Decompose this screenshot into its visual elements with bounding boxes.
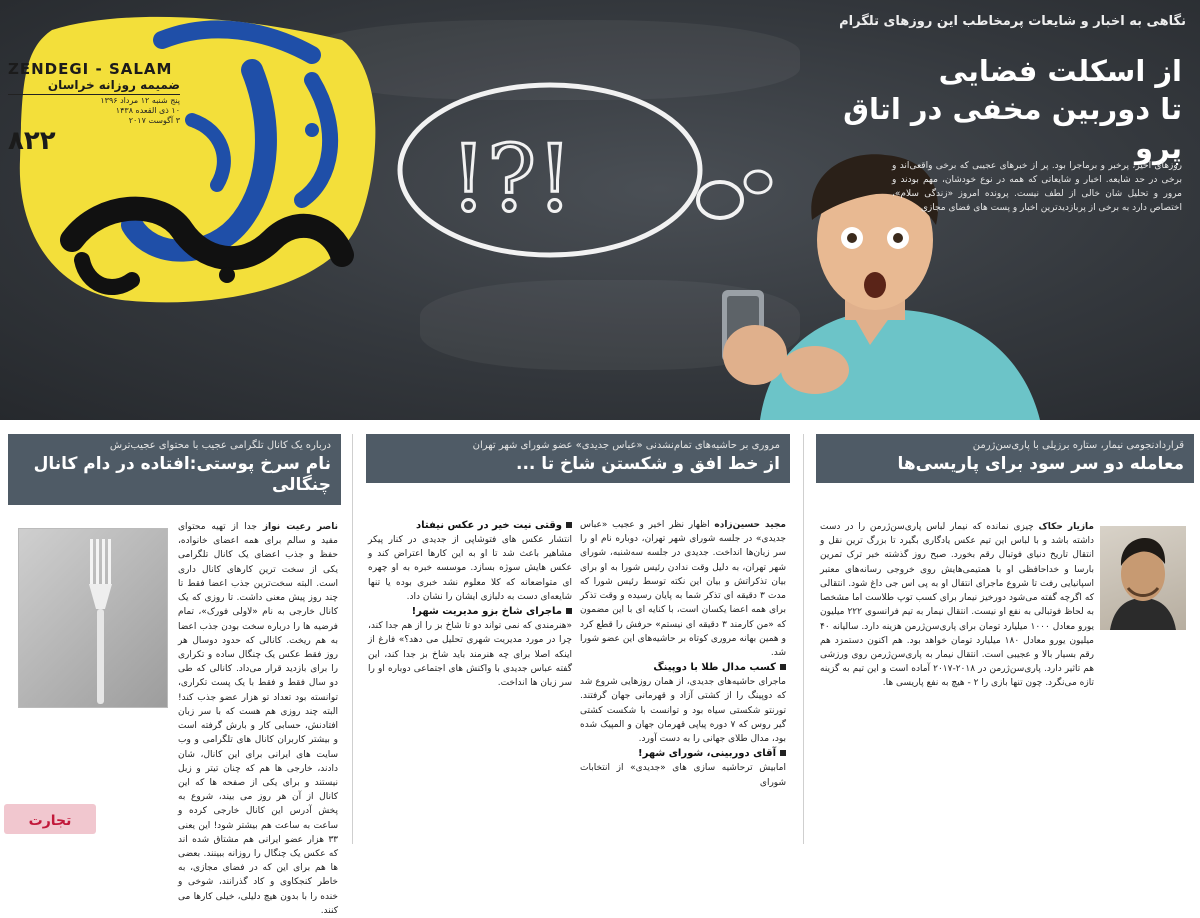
bullet-icon (780, 664, 786, 670)
article-paragraph: اظهار نظر اخیر و عجیب «عباس جدیدی» در جلسه شورای شهر تهران، دوباره نام او را سر زبان‌ها انداخت. جدیدی در جلسه سه‌شنبه، شورای شهر تهران، به دلیل وقت ندادن رئیس شورا به او برای بیان تذکراتش و بیان این نکته توسط رئیس شورا که مدت ۳ دقیقه ای تذکر شما به پایان رسیده و وقت تذکر برای همه اعضا یکسان است، با کنایه ای با این مضمون که «من کارمند ۳ دقیقه ای نیستم» حرفش را قطع کرد و همین بهانه مروری کوتاه بر حاشیه‌های این عضو شورا شد. (580, 520, 786, 658)
masthead-subtitle: ضمیمه روزانه خراسان (8, 78, 180, 95)
articles-area (0, 434, 1200, 916)
article-header (366, 434, 790, 483)
column-divider (352, 434, 353, 844)
article-title: نام سرخ پوستی:افتاده در دام کانال چنگالی (33, 454, 331, 496)
article-subhead: وقتی نیت خیر در عکس نیفتاد (368, 520, 572, 531)
article-body (178, 520, 338, 916)
article-column-right (580, 518, 786, 840)
article-paragraph: ماجرای حاشیه‌های جدیدی، از همان روزهایی شروع شد که دوپینگ را از کشتی آزاد و قهرمانی جهان گرفتند. تورنتو شکستی سیاه بود و توانست با شکست کشتی گیر روس که ۷ دوره پیاپی قهرمان جهان و المپیک شده بود، مدال طلای جهانی را به دست آورد. (580, 677, 786, 745)
article-header (816, 434, 1194, 483)
hero-lead: روزهای اخیر، پرخبر و برماجرا بود. پر از خبرهای عجیبی که برخی واقعی‌اند و برخی در حد شایعه. اخبار و شایعاتی که همه در نوع خودشان، مهم بودند و مرور و تحلیل شان خالی از لطف نیست. پرونده امروز «زندگی سلام»، اختصاص دارد به برخی از پربازدیدترین اخبار و پست های فضای مجازی (892, 161, 1182, 213)
hero-kicker: نگاهی به اخبار و شایعات پرمخاطب این روزهای تلگرام (839, 14, 1186, 29)
hero-headline (802, 52, 1182, 167)
article-byline: مازیار حکاک (1038, 522, 1094, 532)
hero-headline-line-2: تا دوربین مخفی در اتاق پرو (843, 92, 1182, 165)
article-byline: ناصر رعیت نواز (262, 522, 338, 532)
bullet-icon (566, 608, 572, 614)
article-byline: مجید حسین‌زاده (714, 520, 786, 530)
fork-icon (19, 529, 169, 709)
article-telegram-fork (8, 434, 341, 916)
article-paragraph: «هنرمندی که نمی تواند دو تا شاخ بز را از هم جدا کند، چرا در مورد مدیریت شهری تحلیل می دهد؟» فارغ از اینکه اصلا برای چه هنرمند باید شاخ بز جدا کند، این گفته عباس جدیدی با واکنش های اجتماعی دوباره او را سر زبان ها انداخت. (368, 621, 572, 688)
hero-banner (0, 0, 1200, 420)
article-subhead: کسب مدال طلا با دوپینگ (580, 662, 786, 673)
article-subhead: ماجرای شاخ بزو مدیریت شهر! (368, 606, 572, 617)
issue-number: ۸۲۲ (8, 126, 56, 156)
svg-text:!?!: !?! (450, 125, 574, 232)
article-title: معامله دو سر سود برای پاریسی‌ها (897, 454, 1184, 474)
masthead-date-gregorian: ۳ آگوست ۲۰۱۷ (128, 116, 180, 125)
article-text: جدا از تهیه محتوای مفید و سالم برای همه اعضای خانواده، حفظ و جذب اعضای یک کانال تلگرامی یکی از سخت ترین کارهای کانال داری است. البته سخت‌ترین جذب اعضا فقط تا چند روز پیش معنی داشت. تا روزی که یک کانال خارجی به نام «لاولی فورک»، تمام فرضیه ها را درباره سخت بودن جذب اعضا به هم ریخت. کانالی که حدود دوسال هر روز فقط عکس یک چنگال ساده و تکراری را برای بازدید قرار می‌داد. کانالی که طی دو سال فقط و فقط با یک پست تکراری، توانسته بود تعداد تو هزار عضو جذب کند! البته چند روزی هم هست که با سر زبان افتادنش، حسابی کار و بارش گرفته است و بیشتر کاربران کانال های تلگرامی و وب سایت های ایرانی برای این کانال، شان دادند، خارجی ها هم که چنان تیتر و زبل نیستند و برای یکی از صفحه ها که این کانال از آن هر روز می بیند، شروع به پخش آدرس این کانال خارجی کرده و ساعت به ساعت هم بیشتر شود! این یعنی ۳۳ هزار عضو ایرانی هم مشتاق شده اند که عکس یک چنگال را روزانه ببینند. بعضی ها هم برای این که در فضای مجازی، به خاطر کنجکاوی و کاد گذرانند، شوخی و خنده را با بدون هیچ دلیلی، خیلی کارها می کنند. (178, 522, 338, 916)
source-logo (4, 804, 96, 834)
article-neymar (816, 434, 1194, 844)
masthead-logo (12, 10, 382, 310)
fork-photo (18, 528, 168, 708)
article-title: از خط افق و شکستن شاخ تا ... (516, 454, 780, 474)
source-logo-text: تجارت (28, 813, 72, 829)
article-kicker: مروری بر حاشیه‌های تمام‌نشدنی «عباس جدیدی» عضو شورای شهر تهران (472, 440, 780, 451)
article-body (820, 520, 1094, 840)
article-header (8, 434, 341, 505)
article-abbas-jadidi (366, 434, 790, 844)
masthead-date-hijri: ۱۰ ذی القعده ۱۴۳۸ (115, 106, 180, 115)
bullet-icon (566, 522, 572, 528)
hero-headline-line-1: از اسکلت فضایی (938, 54, 1182, 88)
article-subhead: آقای دوربینی، شورای شهر! (580, 748, 786, 759)
article-text (580, 518, 786, 660)
masthead-date: پنج شنبه ۱۲ مرداد ۱۳۹۶ (100, 96, 180, 105)
article-column-left (368, 518, 572, 840)
article-paragraph: امابیش ترحاشیه سازی های «جدیدی» از انتخابات شورای (580, 763, 786, 788)
masthead-title-en: ZENDEGI - SALAM (8, 60, 173, 78)
article-paragraph: انتشار عکس های فتوشاپی از جدیدی در کنار پیکر مشاهیر باعث شد تا او به این کارها اعتراض کند و عکس هایش سوژه بسازد. موسسه خبره به او چهره ای متواضعانه که کلا معلوم نشد خبری بوده یا تنها شایعه‌ای دست به دلبازی ایشان را نشان داد. (368, 535, 572, 602)
neymar-photo (1100, 526, 1186, 630)
article-kicker: درباره یک کانال تلگرامی عجیب با محتوای عجیب‌ترش (109, 440, 331, 451)
article-text: چیزی نمانده که نیمار لباس پاری‌سن‌ژرمن را در دست داشته باشد و با لباس این تیم عکس یادگاری بگیرد تا بزرگ ترین نقل و انتقال تاریخ دنیای فوتبال رقم بخورد. صبح روز گذشته خبر ترک تمرین بارسا و خداحافظی او با همتیمی‌هایش روی خروجی رسانه‌های معتبر اسپانیایی رفت تا شروع ماجرای انتقال او به پی اس جی داغ شود. انتقالی که اگرچه گفته می‌شود دورخیز نیمار برای کسب توپ طلاست اما مشخصا به لحاظ فوتبالی به نفع او نیست. انتقال نیمار به تیم فرانسوی ۲۲۲ میلیون یورو معادل ۱۰۰۰ میلیارد تومان برای پاری‌سن‌ژرمن هزینه دارد. سالیانه ۴۰ میلیون یورو معادل ۱۸۰ میلیارد تومان خواهد بود. هم اکنون دستمزد هم رقم بسیار بالا و عجیبی است. انتقال نیمار به پاری‌سن‌ژرمن روی ورزشی هم تاثیر دارد. پاری‌سن‌ژرمن در ۲۰۱۸-۲۰۱۷ آماده است و این تیم به گزینه تازه می‌نگرد. چون تنها بازی را ۲ - هیچ به نفع پاریسی ها. (820, 522, 1095, 689)
bullet-icon (780, 750, 786, 756)
player-portrait-icon (1100, 526, 1186, 630)
article-kicker: قراردادنجومی نیمار، ستاره برزیلی با پاری‌سن‌ژرمن (972, 440, 1184, 451)
column-divider (803, 434, 804, 844)
